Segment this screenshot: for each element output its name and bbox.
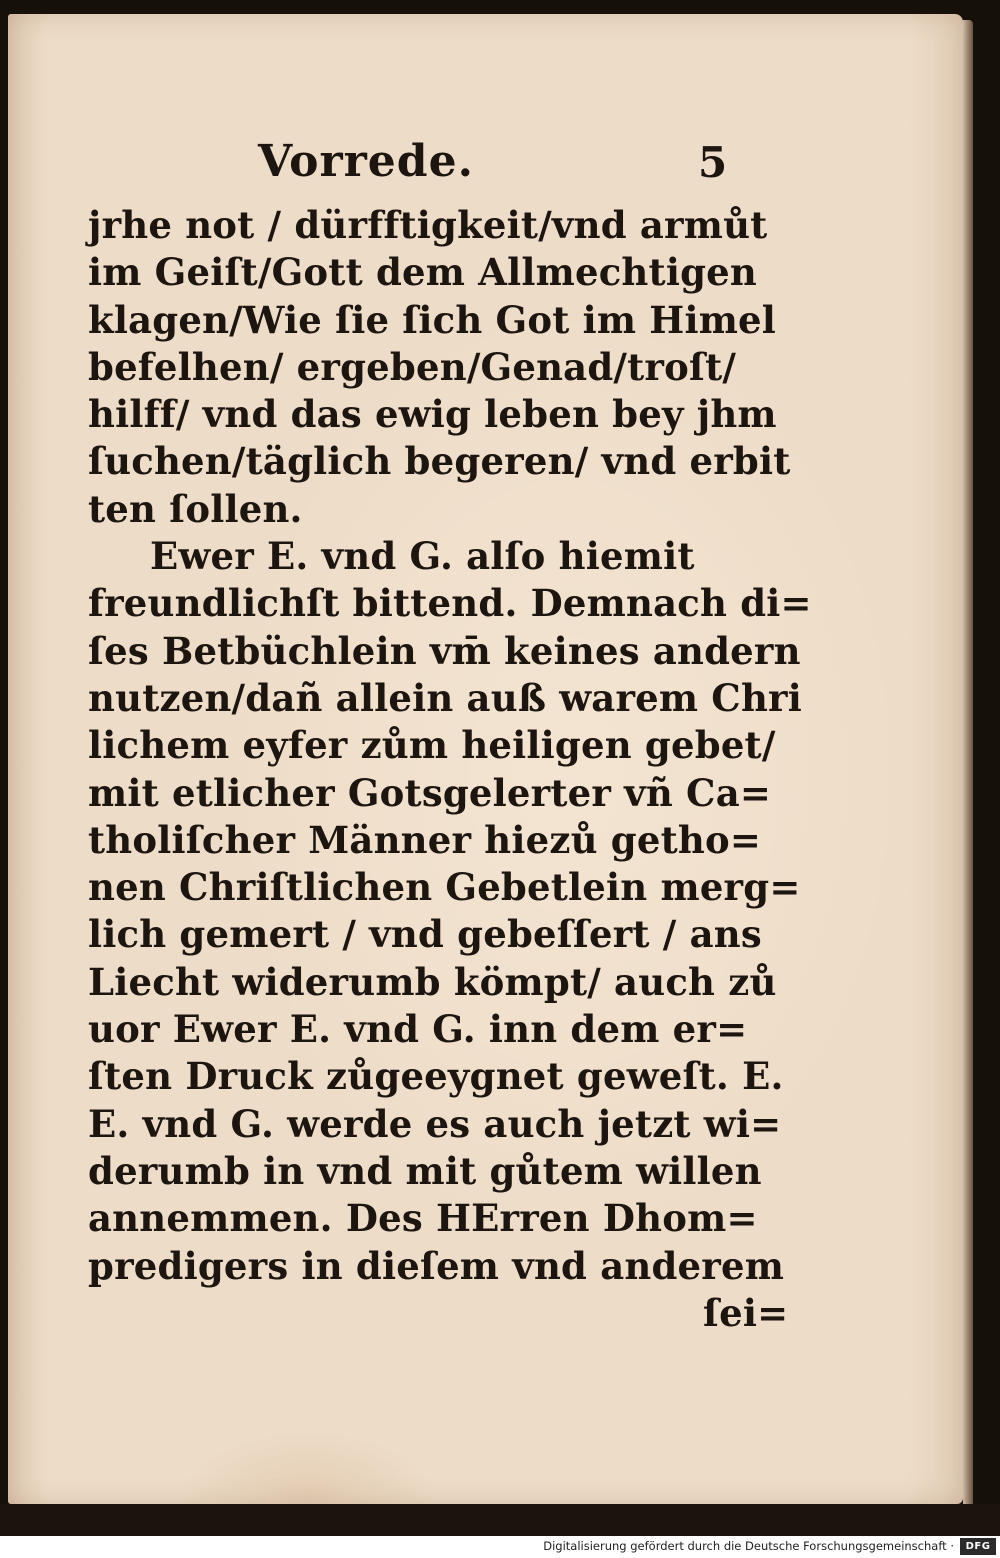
- text-line: nen Chriſtlichen Gebetlein merg=: [88, 865, 801, 910]
- text-line: lichem eyfer zům heiligen gebet/: [88, 723, 776, 768]
- page-text: [88, 130, 812, 1337]
- text-line: ſuchen/täglich begeren/ vnd erbit: [88, 439, 791, 484]
- text-line: annemmen. Des HErren Dhom=: [88, 1196, 758, 1241]
- text-line: E. vnd G. werde es auch jetzt wi=: [88, 1101, 782, 1146]
- text-line: ten ſollen.: [88, 486, 303, 531]
- text-line: predigers in dieſem vnd anderem: [88, 1243, 785, 1288]
- scan-background: [0, 1504, 1000, 1536]
- catchword: ſei=: [703, 1290, 789, 1335]
- text-line: ſten Druck zůgeeygnet geweſt. E.: [88, 1054, 784, 1099]
- text-line: nutzen/dañ allein auß warem Chri: [88, 675, 803, 720]
- page-number: 5: [698, 138, 728, 187]
- paragraph-start-line: Ewer E. vnd G. alſo hiemit: [150, 534, 695, 579]
- text-line: Liecht widerumb kömpt/ auch zů: [88, 959, 777, 1004]
- dfg-logo: DFG: [960, 1538, 996, 1555]
- digitization-footer: [0, 1536, 1000, 1558]
- text-line: klagen/Wie ſie ſich Got im Himel: [88, 297, 777, 342]
- text-line: hilff/ vnd das ewig leben bey jhm: [88, 392, 777, 437]
- funding-credit: Digitalisierung gefördert durch die Deutsche Forschungsgemeinschaft ·: [543, 1539, 954, 1553]
- page-header: [88, 130, 778, 202]
- text-line: lich gemert / vnd gebeſſert / ans: [88, 912, 762, 957]
- text-line: freundlichſt bittend. Demnach di=: [88, 581, 812, 626]
- page-edge: [963, 20, 973, 1510]
- running-head: Vorrede.: [258, 136, 474, 187]
- text-line: derumb in vnd mit gůtem willen: [88, 1148, 762, 1193]
- text-line: mit etlicher Gotsgelerter vñ Ca=: [88, 770, 772, 815]
- text-line: jrhe not / dürfftigkeit/vnd armůt: [88, 203, 768, 247]
- text-line: ſes Betbüchlein vm̄ keines andern: [88, 628, 801, 673]
- text-line: uor Ewer E. vnd G. inn dem er=: [88, 1007, 748, 1052]
- text-line: tholiſcher Männer hiezů getho=: [88, 817, 762, 862]
- text-line: befelhen/ ergeben/Genad/troſt/: [88, 344, 737, 389]
- text-line: im Geiſt/Gott dem Allmechtigen: [88, 250, 757, 295]
